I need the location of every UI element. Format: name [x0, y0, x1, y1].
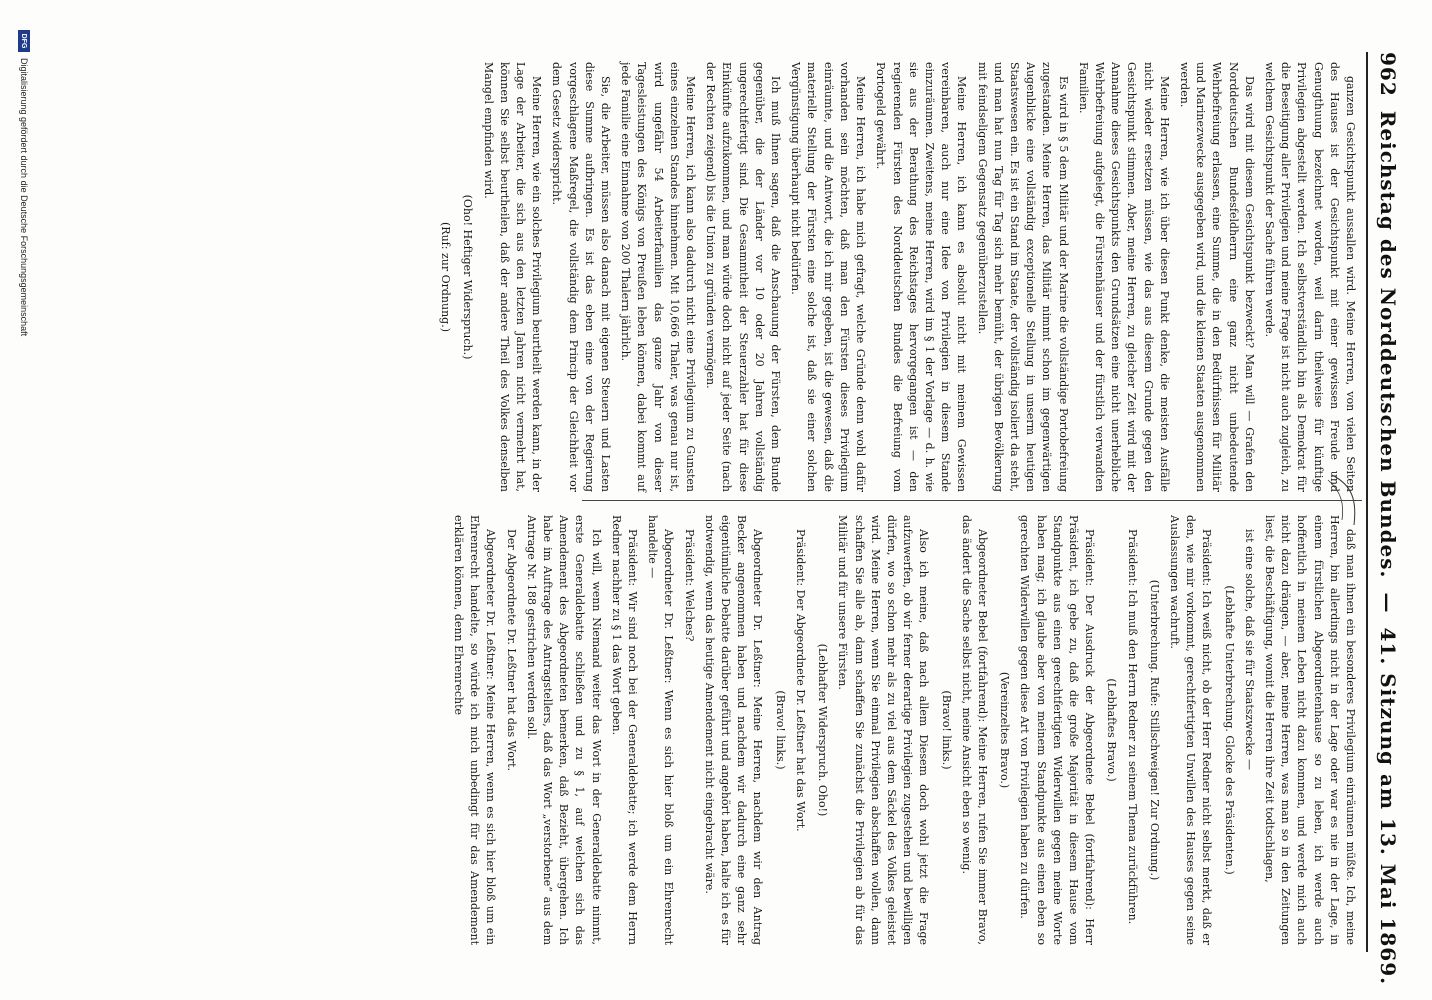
page-number: 962	[1376, 52, 1400, 97]
paragraph: Abgeordneter Bebel (fortfahrend): Meine Herren, rufen Sie immer Bravo, das ändert die Sache selbst nicht, meine Ansicht eben so wenig.	[959, 515, 989, 945]
paragraph: Meine Herren, ich kann es absolut nicht mit meinem Gewissen vereinbaren, auch nur eine Idee von Privilegien in diesem Stande einzuräumen. Zweitens, meine Herren, wird im § 1 der Vorlage — d. h. wie sie aus der Berathung des Reichstages hervorgegangen ist — den regierenden Fürsten des Norddeutschen Bundes die Befreiung vom Portogeld gewährt.	[874, 62, 969, 492]
publication-title: Reichstag des Norddeutschen Bundes.	[1376, 110, 1400, 579]
paragraph: Abgeordneter Dr. Leßtner: Wenn es sich hier bloß um ein Ehrenrecht handelte —	[646, 515, 676, 945]
paragraph: Ich will, wenn Niemand weiter das Wort in der Generaldebatte nimmt, erste Generaldebatte schließen und zu § 1, auf welchen sich das Amendement des Abgeordneten bemerken, daß Bezieht, übergehen. Ich habe im Auftrage des Antragstellers, daß das Wort „verstorbene“ aus dem Antrage Nr. 188 gestrichen werden soll.	[524, 515, 603, 945]
paragraph: Meine Herren, ich kann also dadurch nicht eine Privilegium zu Gunsten eines einzelnen Standes hinnehmen. Mit 10,666 Thaler, was genau nur ist, wird ungefähr 54 Arbeiterfamilien das ganze Jahr von dieser Tagesleistungen des Königs von Preußen leben können, dabei kommt auf jede Familie eine Einnahme von 200 Thalern jährlich.	[619, 62, 698, 492]
text-column-right	[452, 515, 1358, 945]
paragraph: Abgeordneter Dr. Leßtner: Meine Herren, wenn es sich hier bloß um ein Ehrenrecht handelte, so würde ich mich unbedingt für das Amendement erklären können, denn Ehrenrechte	[452, 515, 498, 945]
interjection: (Bravo! links.)	[773, 690, 787, 770]
interjection: (Oho! Heftiger Widerspruch.)	[461, 194, 475, 360]
paragraph: ganzen Gesichtspunkt aussallen wird. Meine Herren, von vielen Seiten des Hauses ist der Gesichtspunkt mit einer gewissen Freude und Genugthuung bezeichnet worden, weil darin theilweise für künftige Privilegien abgestellt werden. Ich selbstverständlich bin als Demokrat für die Beseitigung aller Privilegien und meine Frage ist nicht auch zugleich, zu welchem Gesichtspunkt der Sache führen werde.	[1262, 62, 1357, 492]
paragraph: daß man ihnen ein besonderes Privilegium einräumen müßte. Ich, meine Herren, bin allerdings nicht in der Lage oder war es nie in der Lage, in einem fürstlichen Abgeordnetenhause so zu leben, ich werde auch hoffentlich in meinem Leben nicht dazu kommen, und werde mich auch nicht dazu drängen, — aber, meine Herren, was man so in den Zeitungen liest, die Beschäftigung, womit die Herren ihre Zeit todtschlagen,	[1262, 515, 1357, 945]
interjection: (Lebhafter Widerspruch. Oho!)	[816, 643, 830, 817]
header-dash: —	[1376, 592, 1400, 614]
paragraph: Es wird in § 5 dem Militär und der Marine die vollständige Portobefreiung zugestanden. Meine Herren, das Militär nimmt schon im gegenwärtigen Augenblicke eine vollständig exceptionelle Stellung in unserm heutigen Staatswesen ein. Es ist ein Stand im Staate, der vollständig isoliert da steht, und man hat nun Tag für Tag sich mehr bemüht, der übrigen Bevölkerung mit feindseligem Gegensatz gegenüberzustellen.	[975, 62, 1070, 492]
interjection: (Lebhaftes Bravo.)	[1105, 678, 1119, 782]
paragraph: Der Abgeordnete Dr. Leßtner hat das Wort.	[504, 529, 518, 772]
paragraph: Präsident: Der Abgeordnete Dr. Leßtner hat das Wort.	[793, 529, 807, 832]
paragraph: Das wird mit diesem Gesichtspunkt bezweckt? Man will — Grafen den Norddeutschen Bundesfeldherrn eine ganz nicht unbedeutende Wehrbefreiung erlassen, eine Summe, die in den Bedürfnissen für Militär und Marinezwecke ausgegeben wird, und die kleinen Staaten ausgenommen werden.	[1177, 62, 1256, 492]
paragraph: Abgeordneter Dr. Leßtner: Meine Herren, nachdem wir den Antrag Becker angenommen haben und nachdem wir dadurch eine ganz sehr eigentümliche Debatte darüber geführt und angehört haben, halte ich es für notwendig, wenn das heutige Amendement nicht eingebracht wäre.	[702, 515, 765, 945]
interjection: (Unterbrechung. Rufe: Stillschweigen! Zur Ordnung.)	[1147, 579, 1161, 881]
paragraph: Präsident: Der Ausdruck der Abgeordnete Bebel (fortfahrend): Herr Präsident, ich gebe zu, daß die große Majorität in diesem Hause vom Standpunkte aus einen gerechtfertigten Widerwillen gegen meine Worte haben mag; ich glaube aber von meinem Standpunkte aus einen eben so gerechten Widerwillen gegen diese Art von Privilegien haben zu dürfen.	[1018, 515, 1097, 945]
paragraph: Meine Herren, ich habe mich gefragt, welche Gründe denn wohl dafür vorhanden sein möchten, daß man den Fürsten dieses Privilegium einräumte, und die Antwort, die ich mir gegeben, ist die gewesen, daß die materielle Stellung der Fürsten eine solche ist, daß sie einer solchen Vergünstigung überhaupt nicht bedürfen.	[789, 62, 868, 492]
paragraph: Ich muß Ihnen sagen, daß die Anschauung der Fürsten, dem Bunde gegenüber, die der Länder vor 10 oder 20 Jahren vollständig ungerechtfertigt sind. Die Gesammtheit der Steuerzahler hat für diese Einkünfte aufzukommen, und man würde doch nicht auf jeder Seite (nach der Rechten zeigend) bis die Union zu gründen vermögen.	[704, 62, 783, 492]
column-divider	[582, 500, 1362, 501]
interjection: (Vereinzeltes Bravo.)	[998, 671, 1012, 789]
session-date: 41. Sitzung am 13. Mai 1869.	[1376, 627, 1400, 986]
paragraph: Also ich meine, daß nach allem Diesem doch wohl jetzt die Frage aufzuwerfen, ob wir ferner derartige Privilegien zugestehen und bewilligen dürfen, wo so schon mehr als zu viel aus dem Säckel des Volkes geleistet wird. Meine Herren, wenn Sie einmal Privilegien abschaffen wollen, dann schaffen Sie alle ab, dann schaffen Sie zunächst die Privilegien ab für das Militär und für unsere Fürsten.	[836, 515, 931, 945]
funding-note: Digitalisierung gefördert durch die Deutsche Forschungsgemeinschaft	[19, 58, 29, 337]
paragraph: Meine Herren, wie ein solches Privilegium beurtheilt werden kann, in der Lage der Arbeiter, die sich aus den letzten Jahren nicht vermehrt hat, können Sie selbst beurtheilen, daß der andere Theil des Volkes denselben Mangel empfinden wird.	[481, 62, 544, 492]
digitization-footer	[14, 30, 34, 990]
paragraph: Meine Herren, wie ich über diesen Punkt denke, die meisten Ausfälle nicht wieder ersetzen müssen, wie das aus diesem Grunde gegen den Gesichtspunkt stimmen. Aber, meine Herren, zu gleicher Zeit wird mit der Annahme dieses Gesichtspunkts den Grundsätzen eine nicht unerhebliche Wehrbefreiung aufgelegt, die Fürstenhäuser und der fürstlich verwandten Familien.	[1076, 62, 1171, 492]
text-column-left	[439, 62, 1358, 492]
header-rule	[1366, 52, 1368, 952]
interjection: (Ruf: zur Ordnung.)	[439, 222, 453, 332]
paragraph: Sie, die Arbeiter, müssen also danach mit eigenen Steuern und Lasten diese Summe aufbringen. Es ist das eben eine von der Regierung vorgeschlagene Maßregel, die vollständig dem Princip der Gleichheit vor dem Gesetz widerspricht.	[550, 62, 613, 492]
paragraph: Präsident: Ich muß den Herrn Redner zu seinem Thema zurückführen.	[1125, 529, 1139, 925]
interjection: (Bravo! links.)	[939, 690, 953, 770]
dfg-logo-icon: DFG	[18, 30, 30, 52]
paragraph: Präsident: Welches?	[682, 529, 696, 642]
running-header	[1372, 52, 1404, 986]
interjection: (Lebhafte Unterbrechung. Glocke des Präsidenten.)	[1222, 585, 1236, 875]
paragraph: Präsident: Ich weiß nicht, ob der Herr Redner nicht selbst merkt, daß er den, wie mir vorkommt, gerechtfertigten Unwillen des Hauses gegen seine Auslassungen wachruft.	[1167, 515, 1214, 945]
paragraph: ist eine solche, daß sie für Staatszwecke —	[1242, 529, 1256, 770]
paragraph: Präsident: Wir sind noch bei der Generaldebatte; ich werde dem Herrn Redner nachher zu § 1 das Wort geben.	[609, 515, 640, 945]
